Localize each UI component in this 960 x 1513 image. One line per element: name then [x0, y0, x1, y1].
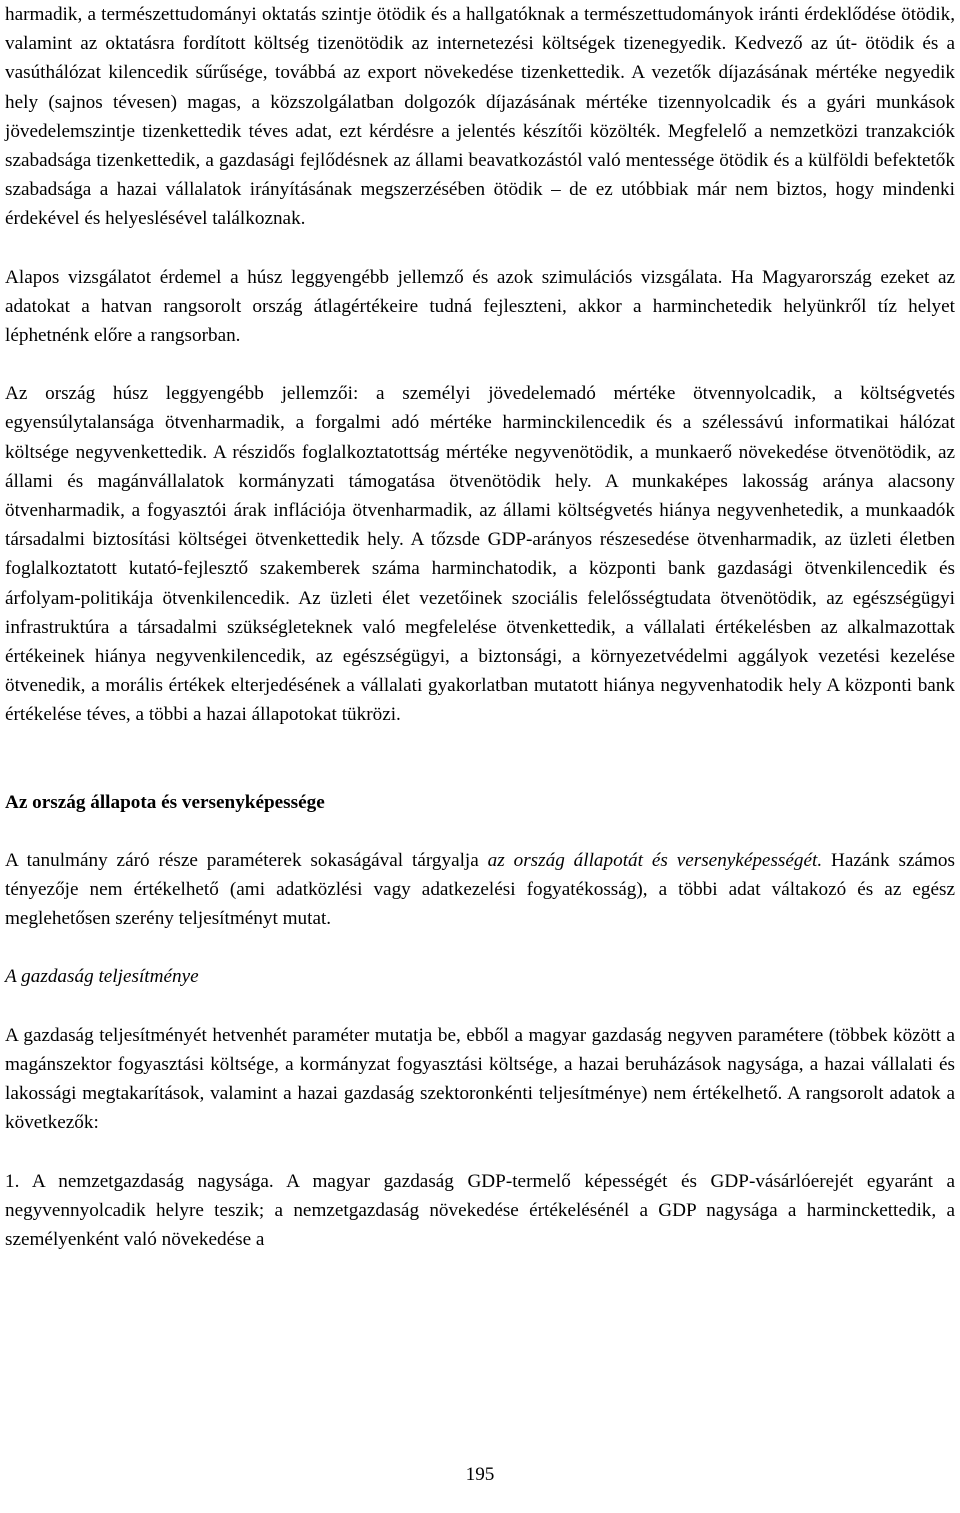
- paragraph-weakest-features-list: Az ország húsz leggyengébb jellemzői: a személyi jövedelemadó mértéke ötvennyolcadik, a költségvetés egyensúlytalansága ötvenharmadik, a forgalmi adó mértéke harminckilencedik és a szélessávú informatikai hálózat költsége negyvenkettedik. A részidős foglalkoztatottság mértéke negyvenötödik, a munkaerő növekedése ötvenötödik, az állami és magánvállalatok kormányzati támogatása ötvenötödik hely. A munkaképes lakosság aránya alacsony ötvenharmadik, a fogyasztói árak inflációja ötvenharmadik, az állami költségvetés hiánya negyvenhetedik, a munkaadók társadalmi biztosítási költségei ötvenkettedik hely. A tőzsde GDP-arányos részesedése ötvenharmadik, az üzleti életben foglalkoztatott kutató-fejlesztő szakemberek száma harminchatodik, a központi bank gazdasági ötvenkilencedik és árfolyam-politikája ötvenkilencedik. Az üzleti élet vezetőinek szociális felelősségtudata ötvenötödik, az egészségügyi infrastruktúra a társadalmi szükségleteknek való megfelelése ötvenkettedik, a vállalati értékelésben az alkalmazottak értékeinek hiánya negyvenkilencedik, az egészségügyi, a biztonsági, a környezetvédelmi aggályok vezetési kezelése ötvenedik, a morális értékek elterjedésének a vállalati gyakorlatban mutatott hiánya negyvenhatodik hely A központi bank értékelése téves, a többi a hazai állapotokat tükrözi.: [5, 383, 955, 726]
- paragraph-study-closing-emphasis: az ország állapotát és versenyképességét.: [487, 849, 823, 871]
- subsection-heading: A gazdaság teljesítménye: [5, 966, 199, 988]
- paragraph-weakest-features-intro: Alapos vizsgálatot érdemel a húsz leggyengébb jellemző és azok szimulációs vizsgálata. Ha Magyarország ezeket az adatokat a hatvan rangsorolt ország átlagértékeire tudná fejleszteni, akkor a harminchetedik helyünkről tíz helyet léphetnénk előre a rangsorban.: [5, 266, 955, 347]
- section-heading: Az ország állapota és versenyképessége: [5, 791, 325, 813]
- page-number: 195: [465, 1464, 495, 1485]
- paragraph-economy-performance: A gazdaság teljesítményét hetvenhét paraméter mutatja be, ebből a magyar gazdaság negyven paramétere (többek között a magánszektor fogyasztási költsége, a kormányzat fogyasztási költsége, a hazai beruházások nagysága, a hazai vállalati és lakossági megtakarítások, valamint a hazai gazdaság szektoronkénti teljesítménye) nem értékelhető. A rangsorolt adatok a következők:: [5, 1024, 955, 1134]
- paragraph-study-closing: [5, 846, 955, 934]
- paragraph-rankings-strengths: harmadik, a természettudományi oktatás szintje ötödik és a hallgatóknak a természettudományok iránti érdeklődése ötödik, valamint az oktatásra fordított költség tizenötödik az internetezési költségek tizenegyedik. Kedvező az út- ötödik és a vasúthálózat kilencedik sűrűsége, továbbá az export növekedése tizenkettedik. A vezetők díjazásának mértéke negyedik hely (sajnos tévesen) magas, a közszolgálatban dolgozók díjazásának mértéke tizennyolcadik és a gyári munkások jövedelemszintje tizenkettedik téves adat, ezt kérdésre a jelentés készítői közölték. Megfelelő a nemzetközi tranzakciók szabadsága tizenkettedik, a gazdasági fejlődésnek az állami beavatkozástól való mentessége ötödik és a külföldi befektetők szabadsága a hazai vállalatok irányításának megszerzésében ötödik – de ez utóbbiak már nem biztos, hogy mindenki érdekével és helyeslésével találkoznak.: [5, 4, 955, 230]
- paragraph-study-closing-part1: A tanulmány záró része paraméterek sokaságával tárgyalja: [5, 849, 488, 871]
- paragraph-economy-size: 1. A nemzetgazdaság nagysága. A magyar gazdaság GDP-termelő képességét és GDP-vásárlóerejét egyaránt a negyvennyolcadik helyre teszik; a nemzetgazdaság növekedése értékelésénél a GDP nagysága a harminckettedik, a személyenként való növekedése a: [5, 1170, 955, 1250]
- paragraph-study-closing-part2: Hazánk számos tényezője nem értékelhető (ami adatközlési vagy adatkezelési fogyatékosság), a többi adat váltakozó és az egész meglehetősen szerény teljesítményt mutat.: [5, 849, 955, 930]
